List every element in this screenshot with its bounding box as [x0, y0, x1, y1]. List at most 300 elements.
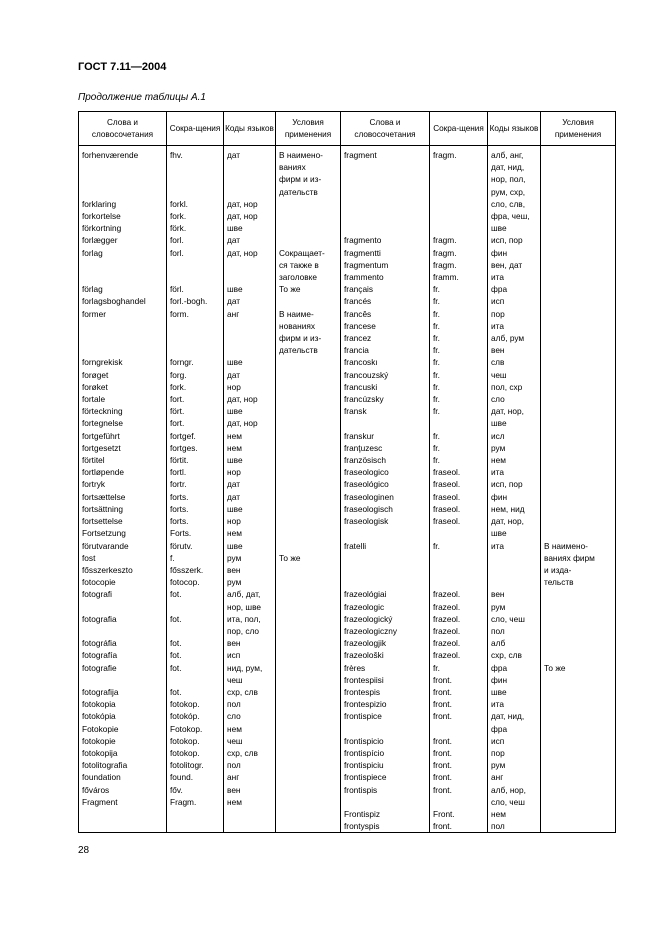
- cell-line: [544, 808, 613, 820]
- cell-lang-codes-right: [488, 613, 541, 637]
- cell-line: дат, нор: [227, 198, 258, 209]
- cell-line: französisch: [344, 455, 386, 466]
- cell-line: нор, шве: [227, 601, 262, 612]
- cell-line: frontespiisi: [344, 674, 384, 685]
- cell-conditions-left: [276, 210, 341, 222]
- cell-line: [544, 710, 613, 722]
- cell-lang-codes-right: [488, 442, 541, 454]
- cell-line: fragmento: [344, 235, 382, 246]
- cell-line: нем: [227, 796, 242, 807]
- cell-lang-codes-right: [488, 198, 541, 210]
- cell-line: рум: [491, 601, 506, 612]
- cell-line: [544, 515, 613, 527]
- cell-lang-codes-right: [488, 588, 541, 612]
- cell-line: [82, 820, 164, 832]
- cell-line: алб, анг,: [491, 150, 524, 160]
- cell-line: francês: [344, 308, 372, 319]
- cell-line: fr.: [433, 406, 440, 417]
- cell-word-left: [79, 417, 167, 429]
- cell-abbr-left: [167, 381, 224, 393]
- cell-line: шве: [227, 223, 243, 234]
- cell-conditions-right: [541, 698, 616, 710]
- cell-line: шве: [491, 223, 507, 234]
- cell-conditions-left: [276, 308, 341, 357]
- cell-abbr-right: [430, 710, 488, 722]
- cell-line: front.: [433, 711, 452, 722]
- cell-word-left: [79, 527, 167, 539]
- cell-line: frazeol.: [433, 650, 461, 661]
- cell-line: fork.: [170, 381, 187, 392]
- cell-line: fortløpende: [82, 467, 124, 478]
- cell-conditions-left: [276, 723, 341, 735]
- cell-line: francez: [344, 333, 372, 344]
- cell-lang-codes-right: [488, 308, 541, 357]
- cell-line: [544, 149, 613, 161]
- cell-lang-codes-left: [224, 405, 276, 417]
- cell-line: [544, 417, 613, 429]
- cell-line: fotocopie: [82, 577, 116, 588]
- cell-lang-codes-left: [224, 393, 276, 405]
- cell-line: сло, слв,: [491, 198, 526, 209]
- cell-line: [279, 784, 338, 796]
- cell-line: fraseol.: [433, 467, 461, 478]
- table-row: [79, 503, 616, 515]
- cell-line: рум: [227, 577, 242, 588]
- cell-word-right: [341, 234, 430, 246]
- cell-line: [170, 820, 221, 832]
- cell-line: Fortsetzung: [82, 528, 126, 539]
- cell-line: нем: [227, 430, 242, 441]
- cell-line: [279, 759, 338, 771]
- cell-conditions-left: [276, 247, 341, 284]
- cell-line: нем: [227, 442, 242, 453]
- cell-abbr-right: [430, 540, 488, 552]
- cell-lang-codes-left: [224, 198, 276, 210]
- cell-line: алб, рум: [491, 333, 525, 344]
- cell-conditions-right: [541, 771, 616, 783]
- cell-abbr-left: [167, 405, 224, 417]
- cell-conditions-left: [276, 503, 341, 515]
- cell-lang-codes-right: [488, 295, 541, 307]
- cell-abbr-right: [430, 662, 488, 686]
- cell-conditions-right: [541, 747, 616, 759]
- cell-word-left: [79, 247, 167, 284]
- cell-word-right: [341, 491, 430, 503]
- cell-conditions-right: [541, 613, 616, 637]
- cell-line: forg.: [170, 369, 187, 380]
- cell-line: förlag: [82, 284, 103, 295]
- cell-conditions-right: [541, 478, 616, 490]
- cell-conditions-right: [541, 649, 616, 661]
- cell-word-right: [341, 784, 430, 796]
- cell-line: шве: [491, 528, 507, 539]
- cell-line: нем, нид: [491, 503, 525, 514]
- cell-line: чеш: [227, 735, 243, 746]
- table-row: [79, 686, 616, 698]
- cell-line: front.: [433, 747, 452, 758]
- cell-abbr-left: [167, 686, 224, 698]
- cell-line: [82, 808, 164, 820]
- table-row: [79, 283, 616, 295]
- cell-line: fr.: [433, 662, 440, 673]
- cell-line: frazeol.: [433, 589, 461, 600]
- cell-line: чеш: [227, 674, 243, 685]
- cell-line: frazeologiczny: [344, 625, 398, 636]
- cell-line: fortsettelse: [82, 516, 123, 527]
- cell-conditions-left: [276, 430, 341, 442]
- cell-line: [279, 478, 338, 490]
- cell-line: fotolitogr.: [170, 760, 204, 771]
- cell-word-left: [79, 808, 167, 820]
- cell-line: front.: [433, 760, 452, 771]
- cell-lang-codes-left: [224, 613, 276, 637]
- cell-line: дат: [227, 296, 241, 307]
- cell-word-left: [79, 771, 167, 783]
- cell-abbr-right: [430, 564, 488, 576]
- cell-word-left: [79, 198, 167, 210]
- cell-word-left: [79, 662, 167, 686]
- page-number: 28: [78, 845, 90, 856]
- cell-conditions-left: [276, 771, 341, 783]
- table-row: [79, 552, 616, 564]
- cell-line: frontispice: [344, 711, 382, 722]
- cell-line: fortl.: [170, 467, 187, 478]
- cell-abbr-right: [430, 771, 488, 783]
- cell-word-left: [79, 686, 167, 698]
- cell-line: fr.: [433, 333, 440, 344]
- cell-abbr-left: [167, 222, 224, 234]
- cell-line: fr.: [433, 540, 440, 551]
- cell-word-left: [79, 295, 167, 307]
- cell-line: [544, 198, 613, 210]
- cell-line: francoskı: [344, 357, 378, 368]
- cell-line: front.: [433, 674, 452, 685]
- table-row: [79, 662, 616, 686]
- cell-conditions-right: [541, 283, 616, 295]
- cell-line: исп, пор: [491, 479, 523, 490]
- cell-lang-codes-left: [224, 295, 276, 307]
- cell-conditions-right: [541, 784, 616, 796]
- cell-line: fortges.: [170, 442, 198, 453]
- cell-word-left: [79, 723, 167, 735]
- cell-line: [279, 222, 338, 234]
- cell-line: [544, 295, 613, 307]
- cell-line: fr.: [433, 369, 440, 380]
- cell-lang-codes-left: [224, 686, 276, 698]
- cell-line: fost: [82, 552, 96, 563]
- cell-line: [279, 796, 338, 808]
- table-row: [79, 576, 616, 588]
- cell-abbr-right: [430, 698, 488, 710]
- cell-line: Forts.: [170, 528, 192, 539]
- cell-conditions-right: [541, 198, 616, 210]
- cell-word-left: [79, 637, 167, 649]
- table-row: [79, 491, 616, 503]
- cell-abbr-right: [430, 735, 488, 747]
- table-row: [79, 564, 616, 576]
- cell-conditions-left: [276, 381, 341, 393]
- cell-line: frontispicio: [344, 735, 384, 746]
- cell-line: дат, нор: [227, 211, 258, 222]
- cell-lang-codes-right: [488, 747, 541, 759]
- cell-line: [279, 454, 338, 466]
- cell-lang-codes-right: [488, 662, 541, 686]
- cell-conditions-left: [276, 552, 341, 564]
- cell-word-left: [79, 356, 167, 368]
- cell-line: förtitel: [82, 455, 105, 466]
- cell-word-right: [341, 381, 430, 393]
- cell-line: fortgeführt: [82, 430, 120, 441]
- cell-line: Сокращает-: [279, 247, 325, 258]
- cell-line: [433, 796, 485, 808]
- cell-line: [279, 686, 338, 698]
- cell-line: forts.: [170, 503, 189, 514]
- cell-lang-codes-right: [488, 283, 541, 295]
- cell-line: fr.: [433, 394, 440, 405]
- cell-abbr-left: [167, 430, 224, 442]
- cell-lang-codes-left: [224, 771, 276, 783]
- cell-line: [279, 381, 338, 393]
- cell-line: [544, 308, 613, 320]
- cell-line: нор: [227, 516, 241, 527]
- cell-abbr-right: [430, 820, 488, 833]
- cell-line: [279, 808, 338, 820]
- cell-line: нор: [227, 467, 241, 478]
- cell-line: чеш: [491, 369, 507, 380]
- cell-word-right: [341, 442, 430, 454]
- cell-line: förkortning: [82, 223, 122, 234]
- cell-line: főv.: [170, 784, 183, 795]
- header-words-2: Слова и словосочетания: [341, 112, 430, 146]
- cell-line: [544, 210, 613, 222]
- cell-line: В наиме-: [279, 308, 314, 319]
- cell-line: fot.: [170, 650, 182, 661]
- cell-word-left: [79, 784, 167, 796]
- table-continuation-caption: Продолжение таблицы А.1: [78, 92, 206, 103]
- table-row: [79, 356, 616, 368]
- cell-word-left: [79, 759, 167, 771]
- cell-line: franskur: [344, 430, 374, 441]
- cell-word-right: [341, 588, 430, 612]
- cell-line: шве: [227, 357, 243, 368]
- cell-line: fr.: [433, 381, 440, 392]
- cell-line: frazeológiai: [344, 589, 387, 600]
- cell-line: frazeologický: [344, 613, 393, 624]
- cell-line: fotokopija: [82, 747, 118, 758]
- cell-word-right: [341, 771, 430, 783]
- cell-word-right: [341, 759, 430, 771]
- cell-line: [544, 381, 613, 393]
- cell-word-right: [341, 796, 430, 808]
- cell-line: То же: [544, 662, 566, 673]
- cell-abbr-left: [167, 210, 224, 222]
- table-row: [79, 649, 616, 661]
- cell-line: нем: [491, 808, 506, 819]
- cell-abbr-right: [430, 393, 488, 405]
- cell-conditions-right: [541, 430, 616, 442]
- cell-line: фра: [491, 662, 508, 673]
- cell-line: пор: [491, 747, 505, 758]
- cell-line: forkl.: [170, 198, 188, 209]
- cell-abbr-right: [430, 649, 488, 661]
- cell-conditions-right: [541, 308, 616, 357]
- cell-lang-codes-right: [488, 808, 541, 820]
- cell-line: fork.: [170, 211, 187, 222]
- cell-word-right: [341, 393, 430, 405]
- cell-lang-codes-left: [224, 146, 276, 198]
- cell-line: fragm.: [433, 150, 457, 160]
- document-header: ГОСТ 7.11—2004: [78, 61, 167, 73]
- cell-line: [544, 771, 613, 783]
- cell-conditions-left: [276, 698, 341, 710]
- cell-word-left: [79, 442, 167, 454]
- cell-abbr-left: [167, 393, 224, 405]
- cell-abbr-left: [167, 613, 224, 637]
- cell-conditions-left: [276, 759, 341, 771]
- cell-line: frazeologic: [344, 601, 385, 612]
- cell-line: front.: [433, 735, 452, 746]
- cell-lang-codes-right: [488, 552, 541, 564]
- cell-abbr-right: [430, 222, 488, 234]
- cell-abbr-right: [430, 552, 488, 564]
- cell-lang-codes-left: [224, 478, 276, 490]
- cell-abbr-left: [167, 356, 224, 368]
- cell-line: Fragment: [82, 796, 118, 807]
- cell-lang-codes-left: [224, 308, 276, 357]
- cell-abbr-right: [430, 442, 488, 454]
- cell-lang-codes-right: [488, 146, 541, 198]
- cell-word-left: [79, 308, 167, 357]
- cell-lang-codes-left: [224, 662, 276, 686]
- cell-line: [279, 723, 338, 735]
- cell-lang-codes-left: [224, 808, 276, 820]
- cell-line: francúzsky: [344, 394, 384, 405]
- cell-word-right: [341, 808, 430, 820]
- cell-line: forl.-bogh.: [170, 296, 208, 307]
- cell-line: former: [82, 308, 106, 319]
- cell-line: frammento: [344, 272, 384, 283]
- cell-line: fotografi: [82, 589, 112, 600]
- cell-abbr-right: [430, 369, 488, 381]
- cell-lang-codes-left: [224, 210, 276, 222]
- cell-line: forøket: [82, 381, 108, 392]
- table-row: [79, 747, 616, 759]
- cell-abbr-left: [167, 146, 224, 198]
- cell-abbr-left: [167, 808, 224, 820]
- abbreviation-table: [78, 111, 616, 833]
- cell-abbr-left: [167, 369, 224, 381]
- cell-lang-codes-right: [488, 759, 541, 771]
- cell-line: f.: [170, 552, 175, 563]
- cell-abbr-left: [167, 564, 224, 576]
- cell-abbr-left: [167, 295, 224, 307]
- cell-line: fotografia: [82, 613, 117, 624]
- cell-lang-codes-right: [488, 369, 541, 381]
- cell-line: frontispiciu: [344, 760, 384, 771]
- cell-line: нованиях: [279, 320, 315, 331]
- cell-lang-codes-right: [488, 637, 541, 649]
- cell-line: fősszerkeszto: [82, 564, 133, 575]
- cell-abbr-right: [430, 198, 488, 210]
- cell-line: [544, 820, 613, 832]
- cell-conditions-right: [541, 723, 616, 735]
- cell-line: [279, 210, 338, 222]
- cell-line: framm.: [433, 272, 459, 283]
- cell-line: [279, 491, 338, 503]
- cell-line: [279, 710, 338, 722]
- cell-abbr-left: [167, 552, 224, 564]
- cell-line: [279, 564, 338, 576]
- cell-lang-codes-right: [488, 491, 541, 503]
- cell-conditions-right: [541, 454, 616, 466]
- cell-line: [544, 723, 613, 735]
- cell-conditions-left: [276, 454, 341, 466]
- cell-line: fortryk: [82, 479, 106, 490]
- cell-line: дат, нор: [227, 394, 258, 405]
- cell-line: пор: [491, 308, 505, 319]
- cell-line: исп: [491, 296, 505, 307]
- cell-word-left: [79, 576, 167, 588]
- cell-line: [344, 198, 427, 210]
- cell-line: [544, 247, 613, 259]
- cell-word-left: [79, 430, 167, 442]
- cell-line: ита: [491, 699, 504, 710]
- cell-line: дательств: [279, 345, 318, 356]
- cell-line: вен: [227, 638, 241, 649]
- cell-line: шве: [227, 503, 243, 514]
- cell-abbr-right: [430, 466, 488, 478]
- cell-line: рум: [227, 552, 242, 563]
- table-row: [79, 222, 616, 234]
- cell-conditions-right: [541, 540, 616, 552]
- cell-word-right: [341, 198, 430, 210]
- cell-line: [433, 527, 485, 539]
- header-conditions-1: Условия применения: [276, 112, 341, 146]
- cell-line: [433, 222, 485, 234]
- cell-lang-codes-left: [224, 381, 276, 393]
- cell-line: fragm.: [433, 259, 457, 270]
- cell-line: [279, 662, 338, 674]
- cell-word-left: [79, 369, 167, 381]
- cell-conditions-right: [541, 686, 616, 698]
- cell-line: схр, слв: [491, 650, 522, 661]
- cell-line: [344, 723, 427, 735]
- cell-line: [491, 564, 538, 576]
- cell-line: вен: [227, 784, 241, 795]
- cell-line: front.: [433, 772, 452, 783]
- cell-abbr-left: [167, 540, 224, 552]
- cell-line: дат, нор: [227, 247, 258, 258]
- cell-line: [279, 649, 338, 661]
- cell-conditions-right: [541, 820, 616, 833]
- cell-lang-codes-left: [224, 430, 276, 442]
- cell-abbr-right: [430, 491, 488, 503]
- cell-abbr-left: [167, 576, 224, 588]
- cell-line: [279, 820, 338, 832]
- cell-line: [344, 222, 427, 234]
- cell-line: fraseológico: [344, 479, 389, 490]
- cell-line: [544, 613, 613, 625]
- table-row: [79, 698, 616, 710]
- cell-lang-codes-right: [488, 247, 541, 284]
- table-row: [79, 210, 616, 222]
- cell-line: [544, 356, 613, 368]
- cell-conditions-right: [541, 210, 616, 222]
- cell-line: вен: [491, 589, 505, 600]
- cell-abbr-left: [167, 442, 224, 454]
- cell-line: [544, 222, 613, 234]
- cell-lang-codes-left: [224, 491, 276, 503]
